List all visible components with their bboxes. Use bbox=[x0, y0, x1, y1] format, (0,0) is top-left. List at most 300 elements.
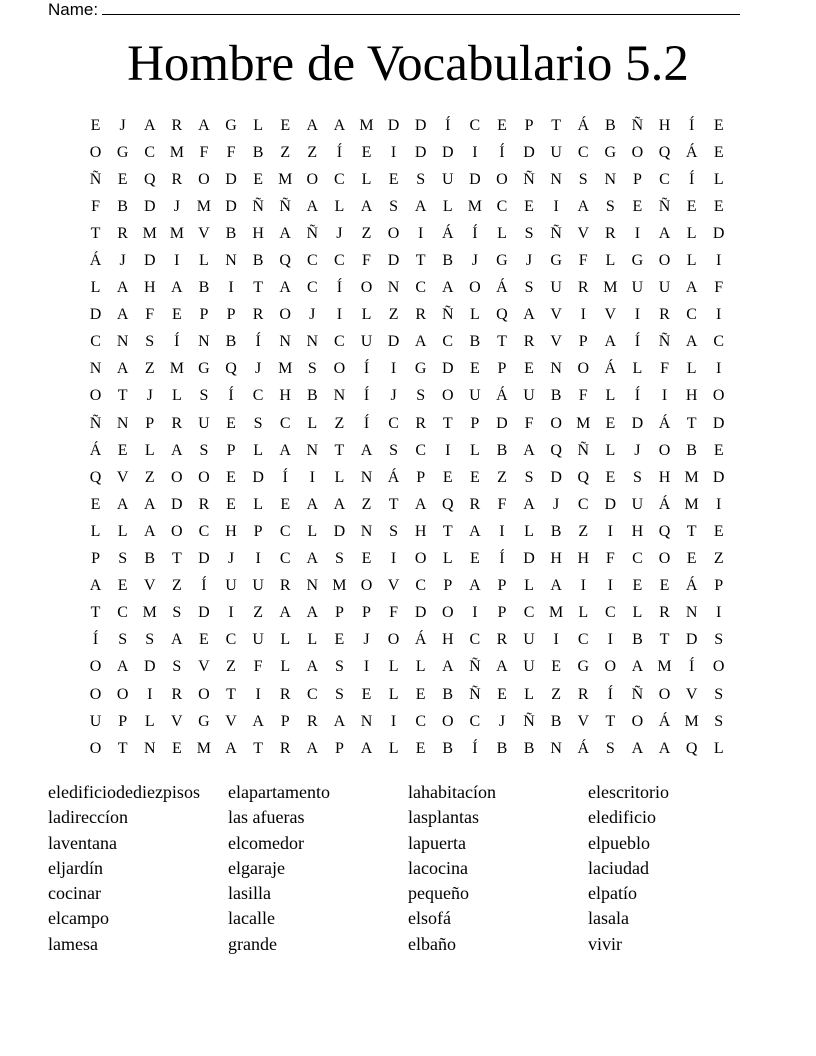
grid-letter: A bbox=[306, 116, 319, 134]
grid-letter: Q bbox=[577, 468, 590, 486]
grid-letter: T bbox=[253, 739, 263, 757]
grid-letter: Á bbox=[89, 252, 102, 270]
grid-letter: I bbox=[390, 360, 397, 378]
grid-letter: A bbox=[89, 577, 102, 595]
grid-letter: C bbox=[577, 495, 589, 513]
grid-letter: U bbox=[523, 658, 535, 676]
grid-letter: R bbox=[306, 712, 318, 730]
grid-letter: C bbox=[198, 522, 210, 540]
grid-letter: Í bbox=[688, 116, 695, 134]
grid-letter: J bbox=[119, 252, 126, 270]
grid-letter: A bbox=[279, 441, 291, 459]
grid-letter: A bbox=[441, 658, 454, 676]
grid-letter: F bbox=[524, 414, 534, 432]
grid-letter: I bbox=[716, 604, 722, 622]
grid-letter: U bbox=[225, 577, 237, 595]
grid-letter: D bbox=[387, 333, 400, 351]
grid-letter: I bbox=[634, 224, 641, 242]
grid-letter: L bbox=[632, 360, 643, 378]
grid-letter: Q bbox=[279, 252, 291, 270]
grid-letter: A bbox=[414, 333, 427, 351]
grid-letter: Á bbox=[414, 631, 427, 649]
grid-letter: C bbox=[686, 306, 697, 324]
grid-letter: P bbox=[334, 739, 344, 757]
grid-letter: N bbox=[550, 170, 562, 188]
grid-letter: D bbox=[523, 143, 535, 161]
grid-letter: L bbox=[144, 712, 155, 730]
grid-letter: A bbox=[523, 306, 535, 324]
grid-letter: V bbox=[604, 306, 617, 324]
grid-letter: G bbox=[604, 143, 617, 161]
grid-letter: A bbox=[306, 658, 319, 676]
word-list-item: elcampo bbox=[48, 908, 109, 929]
grid-letter: Ñ bbox=[658, 197, 671, 215]
grid-letter: R bbox=[415, 414, 426, 432]
grid-letter: S bbox=[389, 441, 399, 459]
grid-letter: D bbox=[712, 468, 725, 486]
grid-letter: E bbox=[659, 577, 670, 595]
grid-letter: O bbox=[387, 224, 400, 242]
grid-letter: R bbox=[171, 414, 183, 432]
grid-letter: Í bbox=[634, 333, 641, 351]
grid-letter: E bbox=[632, 197, 643, 215]
grid-letter: A bbox=[279, 279, 291, 297]
grid-letter: O bbox=[658, 252, 671, 270]
grid-letter: S bbox=[578, 170, 588, 188]
grid-letter: T bbox=[117, 739, 128, 757]
grid-letter: H bbox=[279, 387, 291, 405]
grid-letter: C bbox=[252, 387, 264, 405]
grid-letter: Z bbox=[713, 550, 724, 568]
grid-letter: G bbox=[550, 252, 562, 270]
grid-letter: D bbox=[252, 468, 264, 486]
grid-letter: L bbox=[415, 658, 426, 676]
grid-letter: N bbox=[333, 387, 346, 405]
grid-letter: I bbox=[174, 252, 180, 270]
grid-letter: E bbox=[497, 116, 507, 134]
grid-letter: D bbox=[225, 197, 237, 215]
grid-letter: O bbox=[89, 685, 102, 703]
grid-letter: S bbox=[334, 658, 344, 676]
word-list-item: elapartamento bbox=[228, 782, 330, 802]
grid-letter: Z bbox=[307, 143, 318, 161]
grid-letter: E bbox=[334, 631, 345, 649]
grid-letter: A bbox=[360, 441, 373, 459]
grid-letter: U bbox=[360, 333, 373, 351]
grid-letter: O bbox=[441, 604, 454, 622]
grid-letter: R bbox=[523, 333, 535, 351]
grid-letter: A bbox=[523, 495, 535, 513]
grid-letter: P bbox=[578, 333, 588, 351]
grid-letter: J bbox=[336, 224, 343, 242]
grid-letter: I bbox=[607, 522, 613, 540]
grid-letter: L bbox=[307, 631, 318, 649]
grid-letter: G bbox=[116, 143, 129, 161]
grid-letter: I bbox=[580, 306, 586, 324]
grid-letter: C bbox=[496, 197, 508, 215]
grid-letter: F bbox=[362, 252, 371, 270]
grid-letter: L bbox=[469, 306, 480, 324]
word-list bbox=[48, 780, 768, 957]
grid-letter: D bbox=[631, 414, 644, 432]
grid-letter: D bbox=[441, 360, 454, 378]
grid-letter: D bbox=[550, 468, 562, 486]
grid-letter: I bbox=[147, 685, 153, 703]
grid-letter: R bbox=[198, 495, 210, 513]
grid-letter: Í bbox=[255, 333, 261, 351]
grid-letter: Ñ bbox=[306, 224, 319, 242]
grid-letter: D bbox=[414, 604, 427, 622]
word-list-item: eledificiodediezpisos bbox=[48, 782, 200, 802]
grid-letter: V bbox=[577, 224, 590, 242]
grid-letter: U bbox=[523, 631, 535, 649]
grid-letter: S bbox=[605, 739, 615, 757]
grid-letter: R bbox=[577, 685, 589, 703]
grid-letter: F bbox=[660, 360, 669, 378]
grid-letter: O bbox=[360, 279, 373, 297]
grid-letter: Z bbox=[497, 468, 507, 486]
grid-letter: A bbox=[333, 495, 346, 513]
grid-letter: B bbox=[496, 441, 508, 459]
word-list-item: lahabitacíon bbox=[408, 782, 496, 802]
grid-letter: Z bbox=[361, 224, 372, 242]
grid-letter: P bbox=[524, 116, 534, 134]
name-field[interactable] bbox=[48, 0, 740, 20]
grid-letter: L bbox=[280, 658, 291, 676]
grid-letter: Í bbox=[445, 116, 451, 134]
grid-letter: Í bbox=[499, 143, 505, 161]
grid-letter: A bbox=[279, 224, 291, 242]
grid-letter: A bbox=[469, 522, 481, 540]
grid-letter: U bbox=[252, 577, 264, 595]
grid-letter: I bbox=[716, 495, 722, 513]
grid-letter: A bbox=[306, 495, 319, 513]
grid-letter: I bbox=[716, 360, 722, 378]
grid-letter: Z bbox=[578, 522, 589, 540]
grid-letter: B bbox=[225, 224, 237, 242]
grid-letter: C bbox=[225, 631, 237, 649]
grid-letter: B bbox=[550, 522, 562, 540]
grid-letter: A bbox=[306, 739, 319, 757]
grid-letter: Í bbox=[472, 224, 478, 242]
grid-letter: E bbox=[469, 550, 480, 568]
grid-letter: C bbox=[577, 631, 589, 649]
grid-letter: C bbox=[306, 252, 318, 270]
grid-letter: P bbox=[280, 712, 290, 730]
word-list-item: elpatío bbox=[588, 883, 637, 904]
grid-letter: I bbox=[472, 604, 478, 622]
grid-letter: A bbox=[116, 306, 129, 324]
grid-letter: O bbox=[496, 170, 508, 188]
grid-letter: S bbox=[605, 197, 615, 215]
grid-letter: T bbox=[388, 495, 399, 513]
word-list-item: laventana bbox=[48, 832, 117, 853]
grid-letter: G bbox=[577, 658, 590, 676]
grid-letter: L bbox=[442, 550, 453, 568]
grid-letter: U bbox=[631, 495, 644, 513]
grid-letter: A bbox=[225, 739, 237, 757]
grid-letter: R bbox=[415, 306, 426, 324]
grid-letter: Ñ bbox=[252, 197, 264, 215]
grid-letter: F bbox=[199, 143, 209, 161]
grid-letter: Z bbox=[361, 495, 372, 513]
grid-letter: V bbox=[225, 712, 237, 730]
grid-letter: I bbox=[363, 658, 370, 676]
grid-letter: I bbox=[418, 224, 424, 242]
grid-letter: V bbox=[198, 658, 210, 676]
grid-letter: M bbox=[332, 577, 347, 595]
grid-letter: Ñ bbox=[279, 197, 291, 215]
grid-letter: V bbox=[685, 685, 698, 703]
grid-letter: L bbox=[469, 441, 480, 459]
grid-letter: M bbox=[278, 360, 293, 378]
grid-letter: L bbox=[307, 522, 318, 540]
grid-letter: E bbox=[361, 550, 372, 568]
grid-letter: E bbox=[469, 468, 480, 486]
grid-letter: Á bbox=[604, 360, 617, 378]
grid-letter: D bbox=[523, 550, 535, 568]
grid-letter: E bbox=[280, 495, 291, 513]
grid-letter: J bbox=[634, 441, 641, 459]
grid-letter: Á bbox=[577, 739, 590, 757]
grid-letter: G bbox=[631, 252, 644, 270]
grid-letter: A bbox=[496, 658, 508, 676]
grid-letter: H bbox=[252, 224, 264, 242]
grid-letter: J bbox=[390, 387, 397, 405]
grid-letter: U bbox=[198, 414, 210, 432]
grid-letter: Z bbox=[551, 685, 562, 703]
grid-letter: E bbox=[713, 143, 724, 161]
grid-letter: S bbox=[416, 387, 426, 405]
grid-letter: A bbox=[333, 712, 346, 730]
grid-letter: P bbox=[253, 522, 263, 540]
grid-letter: E bbox=[415, 685, 426, 703]
grid-letter: A bbox=[171, 279, 183, 297]
word-list-item: ladireccíon bbox=[48, 807, 128, 828]
grid-letter: J bbox=[471, 252, 478, 270]
grid-letter: M bbox=[684, 468, 699, 486]
grid-letter: L bbox=[199, 252, 209, 270]
grid-letter: Á bbox=[685, 577, 698, 595]
grid-letter: E bbox=[713, 197, 724, 215]
grid-letter: E bbox=[524, 360, 534, 378]
grid-letter: U bbox=[469, 387, 481, 405]
grid-letter: E bbox=[415, 739, 426, 757]
grid-letter: A bbox=[550, 577, 562, 595]
grid-letter: F bbox=[389, 604, 399, 622]
grid-letter: E bbox=[117, 441, 128, 459]
grid-letter: O bbox=[198, 468, 210, 486]
grid-letter: N bbox=[360, 522, 373, 540]
grid-letter: S bbox=[334, 685, 344, 703]
grid-letter: D bbox=[333, 522, 346, 540]
word-list-item: lacalle bbox=[228, 908, 275, 929]
grid-letter: N bbox=[604, 170, 617, 188]
grid-letter: I bbox=[607, 631, 613, 649]
grid-letter: A bbox=[116, 279, 129, 297]
grid-letter: A bbox=[685, 333, 698, 351]
grid-letter: E bbox=[171, 739, 182, 757]
word-list-item: lacocina bbox=[408, 857, 468, 878]
grid-letter: F bbox=[578, 387, 588, 405]
grid-letter: C bbox=[523, 604, 535, 622]
grid-letter: P bbox=[362, 604, 371, 622]
grid-letter: O bbox=[198, 685, 210, 703]
grid-letter: A bbox=[414, 495, 427, 513]
grid-letter: R bbox=[279, 685, 291, 703]
grid-letter: C bbox=[279, 414, 291, 432]
grid-letter: T bbox=[226, 685, 236, 703]
grid-letter: M bbox=[603, 279, 618, 297]
grid-letter: O bbox=[387, 631, 400, 649]
grid-letter: T bbox=[253, 279, 263, 297]
grid-letter: O bbox=[116, 685, 129, 703]
grid-letter: N bbox=[279, 333, 291, 351]
grid-letter: O bbox=[712, 658, 725, 676]
grid-letter: C bbox=[90, 333, 101, 351]
grid-letter: H bbox=[550, 550, 562, 568]
grid-letter: M bbox=[142, 224, 157, 242]
grid-letter: Ñ bbox=[441, 306, 454, 324]
word-list-item: elcomedor bbox=[228, 832, 304, 853]
grid-letter: Z bbox=[280, 143, 291, 161]
grid-letter: O bbox=[631, 143, 644, 161]
grid-letter: B bbox=[686, 441, 697, 459]
word-list-item: eledificio bbox=[588, 807, 656, 828]
grid-letter: N bbox=[550, 739, 562, 757]
grid-letter: L bbox=[388, 739, 399, 757]
grid-letter: V bbox=[550, 306, 562, 324]
grid-letter: I bbox=[634, 306, 641, 324]
grid-letter: V bbox=[143, 577, 156, 595]
grid-letter: A bbox=[685, 279, 698, 297]
name-underline[interactable] bbox=[102, 0, 740, 15]
grid-letter: A bbox=[631, 658, 644, 676]
grid-letter: E bbox=[90, 116, 101, 134]
grid-letter: B bbox=[442, 252, 454, 270]
grid-letter: S bbox=[334, 550, 344, 568]
grid-letter: I bbox=[716, 306, 722, 324]
word-list-item: elgaraje bbox=[228, 857, 285, 878]
grid-letter: C bbox=[469, 712, 481, 730]
grid-letter: L bbox=[307, 414, 318, 432]
grid-letter: F bbox=[714, 279, 724, 297]
grid-letter: E bbox=[497, 685, 507, 703]
grid-letter: B bbox=[442, 685, 454, 703]
grid-letter: Á bbox=[89, 441, 102, 459]
grid-letter: U bbox=[658, 279, 671, 297]
grid-letter: O bbox=[360, 577, 373, 595]
grid-letter: P bbox=[118, 712, 128, 730]
grid-letter: U bbox=[252, 631, 264, 649]
grid-letter: T bbox=[415, 252, 426, 270]
grid-letter: Í bbox=[336, 143, 343, 161]
grid-letter: Í bbox=[499, 550, 505, 568]
grid-letter: Í bbox=[363, 387, 370, 405]
grid-letter: P bbox=[497, 577, 507, 595]
grid-letter: V bbox=[116, 468, 129, 486]
grid-letter: U bbox=[550, 143, 562, 161]
grid-letter: O bbox=[658, 441, 671, 459]
grid-letter: F bbox=[91, 197, 100, 215]
grid-letter: C bbox=[415, 441, 426, 459]
grid-letter: R bbox=[171, 170, 183, 188]
grid-letter: M bbox=[169, 224, 184, 242]
grid-letter: C bbox=[334, 170, 345, 188]
grid-letter: Á bbox=[658, 414, 671, 432]
word-list-item: vivir bbox=[588, 933, 622, 954]
grid-letter: P bbox=[145, 414, 155, 432]
grid-letter: Ñ bbox=[523, 170, 535, 188]
grid-letter: S bbox=[714, 685, 724, 703]
grid-letter: B bbox=[632, 631, 643, 649]
grid-letter: C bbox=[469, 116, 481, 134]
grid-letter: S bbox=[524, 224, 534, 242]
grid-letter: O bbox=[441, 387, 454, 405]
grid-letter: D bbox=[414, 116, 427, 134]
grid-letter: Q bbox=[685, 739, 698, 757]
grid-letter: Ñ bbox=[550, 224, 562, 242]
grid-letter: A bbox=[523, 441, 535, 459]
grid-letter: B bbox=[306, 387, 318, 405]
grid-letter: Z bbox=[388, 306, 399, 324]
grid-letter: Q bbox=[550, 441, 562, 459]
grid-letter: N bbox=[116, 414, 129, 432]
grid-letter: F bbox=[605, 550, 615, 568]
grid-letter: L bbox=[524, 577, 534, 595]
grid-letter: Á bbox=[441, 224, 454, 242]
grid-letter: J bbox=[553, 495, 560, 513]
grid-letter: L bbox=[713, 739, 724, 757]
word-list-item: lapuerta bbox=[408, 832, 466, 853]
grid-letter: E bbox=[713, 522, 724, 540]
word-list-item: lasala bbox=[588, 908, 629, 929]
grid-letter: C bbox=[144, 143, 156, 161]
grid-letter: I bbox=[553, 197, 559, 215]
grid-letter: L bbox=[605, 252, 616, 270]
grid-letter: J bbox=[363, 631, 370, 649]
grid-letter: Í bbox=[688, 658, 695, 676]
grid-letter: A bbox=[658, 739, 671, 757]
grid-letter: S bbox=[389, 197, 399, 215]
grid-letter: M bbox=[576, 414, 591, 432]
grid-letter: E bbox=[226, 495, 236, 513]
grid-letter: A bbox=[306, 197, 319, 215]
grid-letter: A bbox=[279, 604, 291, 622]
grid-letter: Í bbox=[336, 279, 343, 297]
grid-letter: Á bbox=[658, 495, 671, 513]
grid-letter: S bbox=[172, 658, 182, 676]
grid-letter: L bbox=[686, 252, 697, 270]
grid-letter: Í bbox=[634, 387, 641, 405]
grid-letter: B bbox=[144, 550, 156, 568]
grid-letter: M bbox=[169, 143, 184, 161]
word-list-item: elsofá bbox=[408, 908, 451, 929]
grid-letter: S bbox=[118, 631, 128, 649]
word-list-item: eljardín bbox=[48, 857, 103, 878]
grid-letter: T bbox=[90, 224, 101, 242]
grid-letter: C bbox=[415, 712, 426, 730]
grid-letter: T bbox=[497, 333, 507, 351]
page-title: Hombre de Vocabulario 5.2 bbox=[127, 36, 689, 92]
grid-letter: Ñ bbox=[631, 685, 644, 703]
grid-letter: C bbox=[334, 333, 345, 351]
grid-letter: Ñ bbox=[523, 712, 535, 730]
grid-letter: P bbox=[443, 577, 453, 595]
grid-letter: L bbox=[686, 360, 697, 378]
grid-letter: I bbox=[445, 441, 451, 459]
grid-letter: C bbox=[388, 414, 399, 432]
